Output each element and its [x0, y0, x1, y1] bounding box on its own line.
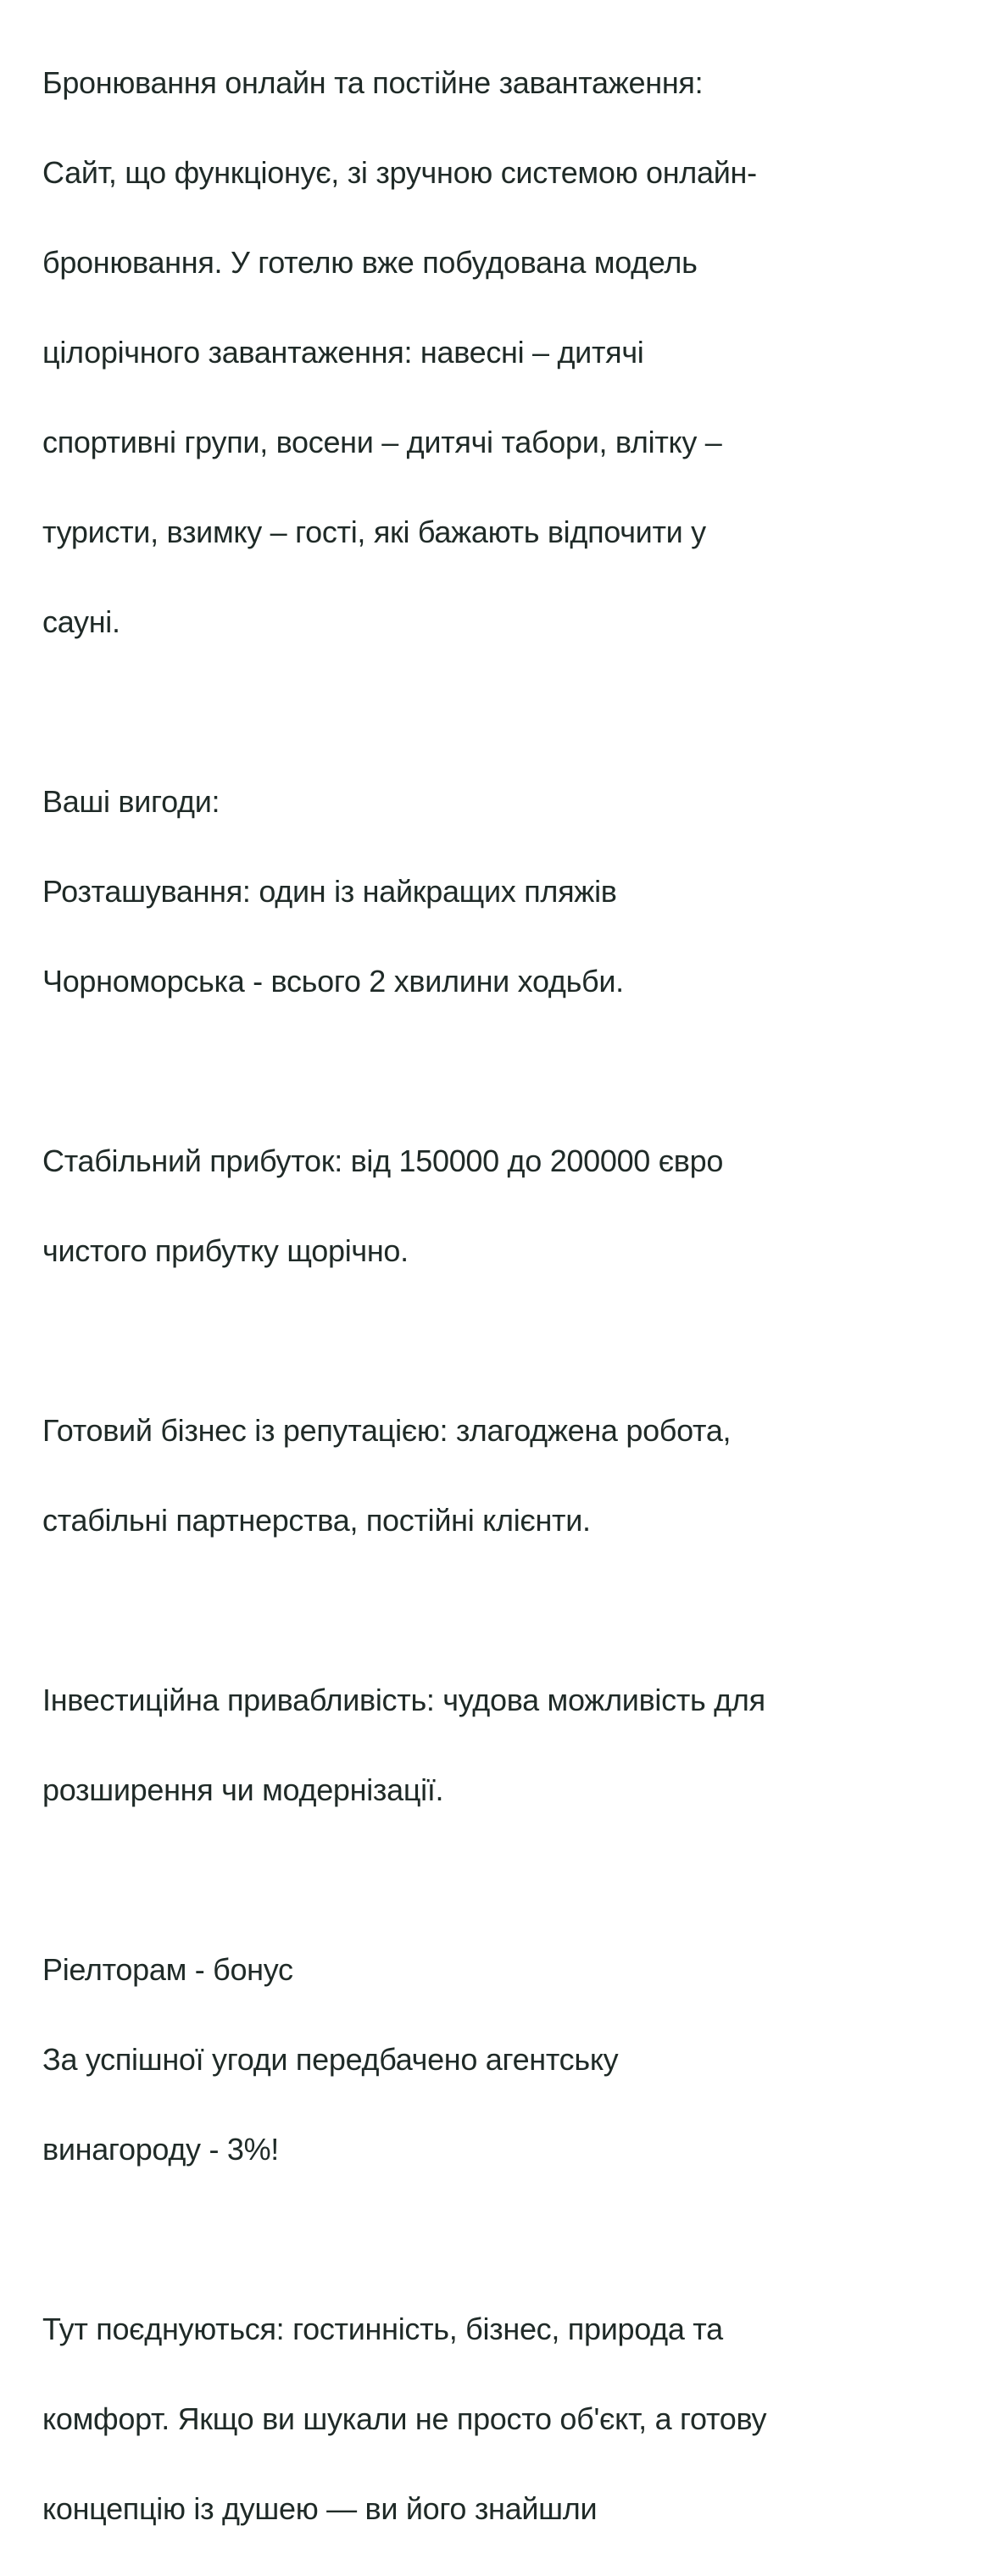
- paragraph-profit: [42, 1093, 983, 1318]
- paragraph-benefits: [42, 734, 983, 1049]
- text-line: туристи, взимку – гості, які бажають відпочити у: [42, 515, 706, 549]
- text-line: спортивні групи, восени – дитячі табори, влітку –: [42, 425, 722, 459]
- listing-description: [42, 15, 983, 2576]
- text-line: стабільні партнерства, постійні клієнти.: [42, 1503, 591, 1538]
- text-line: Бронювання онлайн та постійне завантаження:: [42, 65, 704, 100]
- paragraph-spacer: [42, 1318, 983, 1363]
- text-line: чистого прибутку щорічно.: [42, 1233, 409, 1268]
- text-line: Чорноморська - всього 2 хвилини ходьби.: [42, 964, 624, 999]
- paragraph-spacer: [42, 2217, 983, 2262]
- paragraph-spacer: [42, 1588, 983, 1633]
- text-line: За успішної угоди передбачено агентську: [42, 2042, 619, 2077]
- paragraph-reputation: [42, 1363, 983, 1588]
- text-line: сауні.: [42, 604, 120, 639]
- text-line: Стабільний прибуток: від 150000 до 200000 євро: [42, 1143, 724, 1178]
- text-line: винагороду - 3%!: [42, 2132, 279, 2167]
- paragraph-spacer: [42, 689, 983, 734]
- text-line: Тут поєднуються: гостинність, бізнес, природа та: [42, 2312, 723, 2346]
- text-line: цілорічного завантаження: навесні – дитячі: [42, 335, 644, 370]
- text-line: бронювання. У готелю вже побудована модель: [42, 245, 698, 280]
- section-heading: Ріелторам - бонус: [42, 1952, 293, 1987]
- paragraph-booking: [42, 15, 983, 689]
- text-line: комфорт. Якщо ви шукали не просто об'єкт, а готову: [42, 2401, 767, 2436]
- paragraph-spacer: [42, 1049, 983, 1093]
- paragraph-spacer: [42, 1857, 983, 1902]
- text-line: розширення чи модернізації.: [42, 1772, 444, 1807]
- paragraph-investment: [42, 1633, 983, 1857]
- text-line: Розташування: один із найкращих пляжів: [42, 874, 617, 909]
- paragraph-closing: [42, 2262, 983, 2576]
- paragraph-realtors: [42, 1902, 983, 2217]
- text-line: Готовий бізнес із репутацією: злагоджена робота,: [42, 1413, 732, 1448]
- text-line: Інвестиційна привабливість: чудова можливість для: [42, 1683, 765, 1717]
- text-line: Сайт, що функціонує, зі зручною системою онлайн-: [42, 155, 757, 190]
- text-line: концепцію із душею — ви його знайшли: [42, 2491, 598, 2526]
- section-heading: Ваші вигоди:: [42, 784, 220, 819]
